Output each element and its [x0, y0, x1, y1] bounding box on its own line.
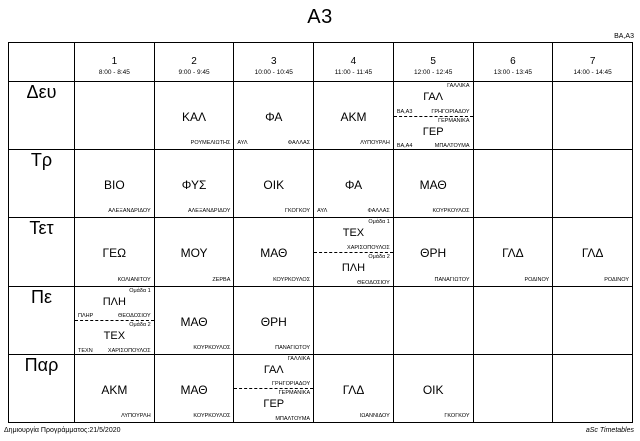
period-time: 11:00 - 11:45 [334, 69, 373, 76]
subject-code: ΤΕΧ [103, 330, 126, 343]
lesson-cell [234, 354, 314, 422]
creation-date: Δημιουργία Προγράμματος:21/5/2020 [4, 427, 121, 434]
period-number: 2 [191, 56, 197, 67]
lesson-cell [234, 286, 314, 354]
teacher-name: ΛΥΠΟΥΡΛΗ [360, 140, 390, 147]
subject-code: ΜΑΘ [180, 314, 208, 329]
subject-code: ΦΑ [265, 110, 283, 124]
period-time: 10:00 - 10:45 [254, 69, 293, 76]
period-time: 9:00 - 9:45 [178, 69, 210, 76]
lesson-cell [154, 286, 234, 354]
subject-code: ΑΚΜ [340, 110, 367, 124]
period-header [314, 43, 394, 82]
teacher-name: ΠΑΝΑΓΙΩΤΟΥ [275, 344, 311, 351]
subject-code: ΓΕΩ [102, 246, 127, 261]
lesson-group-part [75, 287, 154, 321]
lesson-cell [75, 286, 155, 354]
subject-code: ΓΑΛ [263, 363, 284, 376]
lesson-cell [473, 218, 553, 286]
teacher-name: ΧΑΡΙΣΟΠΟΥΛΟΣ [347, 244, 390, 251]
lesson-group-part [234, 355, 313, 389]
subject-code: ΑΚΜ [101, 382, 128, 397]
lesson-cell [75, 354, 155, 422]
group-label: ΓΕΡΜΑΝΙΚΑ [438, 117, 470, 124]
period-time: 14:00 - 14:45 [573, 69, 612, 76]
period-header [234, 43, 314, 82]
subject-code: ΓΛΔ [502, 246, 524, 261]
lesson-cell [75, 150, 155, 218]
lesson-cell [154, 218, 234, 286]
teacher-name: ΚΟΥΡΚΟΥΛΟΣ [432, 208, 470, 215]
period-number: 4 [350, 56, 357, 67]
subject-code: ΜΑΘ [419, 178, 447, 193]
subject-code: ΓΕΡ [422, 125, 444, 138]
lesson-cell [314, 218, 394, 286]
day-label: Τετ [9, 218, 75, 286]
day-label: Πε [9, 286, 75, 354]
empty-slot [473, 354, 553, 422]
period-number: 3 [270, 56, 277, 67]
lesson-cell [393, 82, 473, 150]
day-label: Τρ [9, 150, 75, 218]
lesson-cell [393, 150, 473, 218]
teacher-name: ΦΑΛΛΑΣ [287, 140, 311, 147]
teacher-name: ΑΛΕΞΑΝΔΡΙΔΟΥ [187, 208, 231, 215]
subject-code: ΤΕΧ [342, 227, 365, 240]
day-row [9, 218, 633, 286]
lesson-cell [314, 354, 394, 422]
empty-slot [393, 286, 473, 354]
lesson-cell [314, 150, 394, 218]
timetable-title: A3 [307, 6, 333, 28]
timetable-grid [8, 42, 633, 423]
teacher-name: ΚΟΥΡΚΟΥΛΟΣ [273, 276, 311, 283]
teacher-name: ΦΑΛΛΑΣ [367, 208, 390, 215]
period-time: 12:00 - 12:45 [414, 69, 453, 76]
class-code: BA,A3 [614, 33, 634, 40]
lesson-group-part [234, 388, 313, 423]
empty-slot [473, 150, 553, 218]
day-row [9, 82, 633, 150]
teacher-name: ΡΟΔΙΝΟΥ [604, 276, 629, 283]
period-time: 13:00 - 13:45 [493, 69, 533, 76]
lesson-group-part [75, 320, 154, 355]
empty-slot [553, 82, 633, 150]
teacher-name: ΚΟΛΙΑΝΙΤΟΥ [117, 276, 151, 283]
teacher-name: ΚΟΥΡΚΟΥΛΟΣ [193, 344, 231, 351]
subject-code: ΘΡΗ [420, 246, 447, 261]
period-header [154, 43, 234, 82]
teacher-name: ΜΠΑΛΤΟΥΜΑ [275, 416, 311, 422]
empty-slot [553, 150, 633, 218]
room-code: ΒΑ,Α3 [396, 108, 413, 115]
software-credit: aSc Timetables [585, 427, 634, 434]
subject-code: ΚΑΛ [182, 110, 207, 124]
lesson-cell [234, 218, 314, 286]
subject-code: ΟΙΚ [263, 178, 285, 193]
subject-code: ΠΛΗ [102, 295, 126, 308]
teacher-name: ΙΩΑΝΝΙΔΟΥ [359, 413, 390, 419]
subject-code: ΓΛΔ [342, 382, 365, 397]
lesson-cell [393, 218, 473, 286]
subject-code: ΦΑ [344, 178, 363, 193]
teacher-name: ΓΚΟΓΚΟΥ [444, 413, 470, 419]
teacher-name: ΖΕΡΒΑ [212, 276, 231, 283]
group-label: Ομάδα 2 [368, 253, 390, 260]
period-header [393, 43, 473, 82]
room-code: ΑΥΛ [237, 140, 248, 147]
day-label: Δευ [9, 82, 75, 150]
teacher-name: ΚΟΥΡΚΟΥΛΟΣ [193, 413, 231, 419]
period-header-row [9, 43, 633, 82]
room-code: ΑΥΛ [317, 208, 328, 215]
subject-code: ΦΥΣ [181, 178, 207, 193]
period-number: 6 [510, 56, 516, 67]
empty-slot [553, 354, 633, 422]
day-row [9, 150, 633, 218]
group-label: ΓΑΛΛΙΚΑ [287, 355, 311, 362]
day-row [9, 354, 633, 422]
lesson-cell [234, 150, 314, 218]
teacher-name: ΛΥΠΟΥΡΛΗ [121, 413, 151, 419]
subject-code: ΜΟΥ [180, 246, 208, 261]
period-header [75, 43, 155, 82]
subject-code: ΜΑΘ [180, 382, 208, 397]
subject-code: ΟΙΚ [422, 382, 444, 397]
room-code: ΒΑ,Α4 [396, 143, 413, 150]
lesson-cell [154, 82, 234, 150]
teacher-name: ΘΕΟΔΟΣΙΟΥ [357, 279, 390, 286]
period-number: 5 [430, 56, 436, 67]
corner-cell [9, 43, 75, 82]
lesson-cell [314, 82, 394, 150]
lesson-group-part [394, 82, 473, 116]
teacher-name: ΧΑΡΙΣΟΠΟΥΛΟΣ [107, 347, 151, 354]
lesson-cell [234, 82, 314, 150]
empty-slot [473, 82, 553, 150]
subject-code: ΓΑΛ [423, 91, 444, 103]
teacher-name: ΠΑΝΑΓΙΩΤΟΥ [434, 276, 470, 283]
empty-slot [314, 286, 394, 354]
day-row [9, 286, 633, 354]
lesson-cell [75, 218, 155, 286]
teacher-name: ΓΡΗΓΟΡΙΑΔΟΥ [271, 381, 311, 388]
group-label: Ομάδα 2 [129, 322, 151, 329]
period-header [473, 43, 553, 82]
lesson-cell [393, 354, 473, 422]
period-header [553, 43, 633, 82]
subject-code: ΒΙΟ [104, 178, 125, 193]
lesson-cell [154, 354, 234, 422]
lesson-cell [553, 218, 633, 286]
subject-code: ΘΡΗ [260, 314, 287, 329]
group-label: Ομάδα 1 [368, 219, 390, 226]
teacher-name: ΡΟΥΜΕΛΙΩΤΗΣ [190, 140, 231, 147]
lesson-cell [154, 150, 234, 218]
day-label: Παρ [9, 354, 75, 422]
subject-code: ΠΛΗ [341, 261, 366, 274]
group-label: ΓΕΡΜΑΝΙΚΑ [278, 390, 311, 397]
teacher-name: ΜΠΑΛΤΟΥΜΑ [434, 143, 470, 150]
teacher-name: ΘΕΟΔΟΣΙΟΥ [118, 313, 151, 320]
lesson-group-part [394, 116, 473, 151]
empty-slot [473, 286, 553, 354]
room-code: ΤΕΧΝ [78, 347, 93, 354]
subject-code: ΜΑΘ [260, 246, 288, 261]
empty-slot [553, 286, 633, 354]
subject-code: ΓΛΔ [581, 246, 604, 261]
period-time: 8:00 - 8:45 [98, 69, 130, 76]
lesson-group-part [314, 252, 393, 287]
group-label: ΓΑΛΛΙΚΑ [447, 83, 470, 89]
lesson-group-part [314, 218, 393, 252]
teacher-name: ΡΟΔΙΝΟΥ [524, 276, 550, 283]
subject-code: ΓΕΡ [263, 398, 285, 411]
room-code: ΠΛΗΡ [78, 313, 94, 320]
period-number: 7 [589, 56, 596, 67]
period-number: 1 [111, 56, 118, 67]
group-label: Ομάδα 1 [129, 287, 151, 294]
empty-slot [75, 82, 155, 150]
teacher-name: ΓΡΗΓΟΡΙΑΔΟΥ [431, 108, 470, 115]
teacher-name: ΑΛΕΞΑΝΔΡΙΔΟΥ [108, 208, 151, 215]
teacher-name: ΓΚΟΓΚΟΥ [285, 208, 311, 215]
